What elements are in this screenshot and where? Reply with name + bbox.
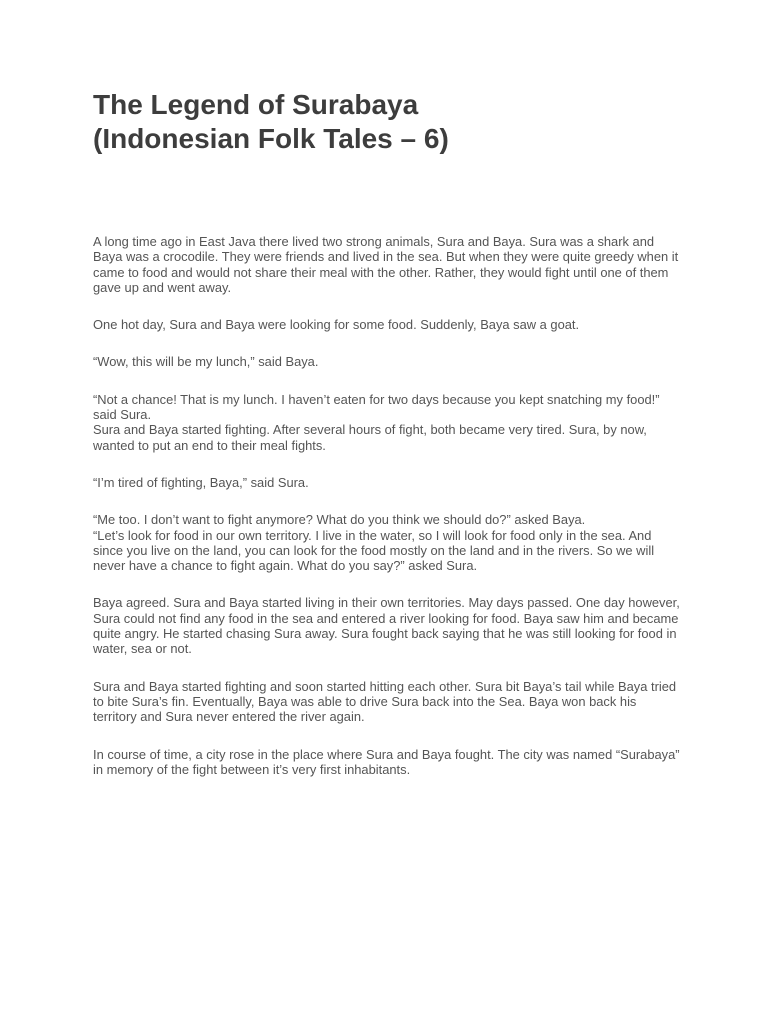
story-body: [93, 234, 681, 799]
title-line-2: (Indonesian Folk Tales – 6): [93, 123, 449, 154]
paragraph-9: In course of time, a city rose in the place where Sura and Baya fought. The city was named “Surabaya” in memory of the fight between it’s very first inhabitants.: [93, 746, 680, 777]
title-line-1: The Legend of Surabaya: [93, 89, 419, 120]
paragraph-3: “Wow, this will be my lunch,” said Baya.: [93, 354, 319, 370]
page-title: [93, 88, 693, 156]
paragraph-5: “I’m tired of fighting, Baya,” said Sura.: [93, 474, 309, 490]
paragraph-8: Sura and Baya started fighting and soon started hitting each other. Sura bit Baya’s tail while Baya tried to bite Sura’s fin. Eventually, Baya was able to drive Sura back into the Sea. Baya won back his territory and Sura never entered the river again.: [93, 678, 677, 725]
paragraph-4: “Not a chance! That is my lunch. I haven’t eaten for two days because you kept snatching my food!” said Sura. Sura and Baya started fighting. After several hours of fight, both became very tired. Sura, by now, wanted to put an end to their meal fights.: [93, 391, 660, 453]
paragraph-6: “Me too. I don’t want to fight anymore? What do you think we should do?” asked Baya. “Let’s look for food in our own territory. I live in the water, so I will look for food only in the sea. And since you live on the land, you can look for the food mostly on the land and in the rivers. So we will never have a chance to fight again. What do you say?” asked Sura.: [93, 512, 655, 574]
paragraph-1: A long time ago in East Java there lived two strong animals, Sura and Baya. Sura was a shark and Baya was a crocodile. They were friends and lived in the sea. But when they were quite greedy when it came to food and would not share their meal with the other. Rather, they would fight until one of them gave up and went away.: [93, 234, 679, 295]
paragraph-2: One hot day, Sura and Baya were looking for some food. Suddenly, Baya saw a goat.: [93, 317, 580, 333]
paragraph-7: Baya agreed. Sura and Baya started living in their own territories. May days passed. One day however, Sura could not find any food in the sea and entered a river looking for food. Baya saw him and became quite angry. He started chasing Sura away. Sura fought back saying that he was still looking for food in water, sea or not.: [93, 595, 680, 657]
